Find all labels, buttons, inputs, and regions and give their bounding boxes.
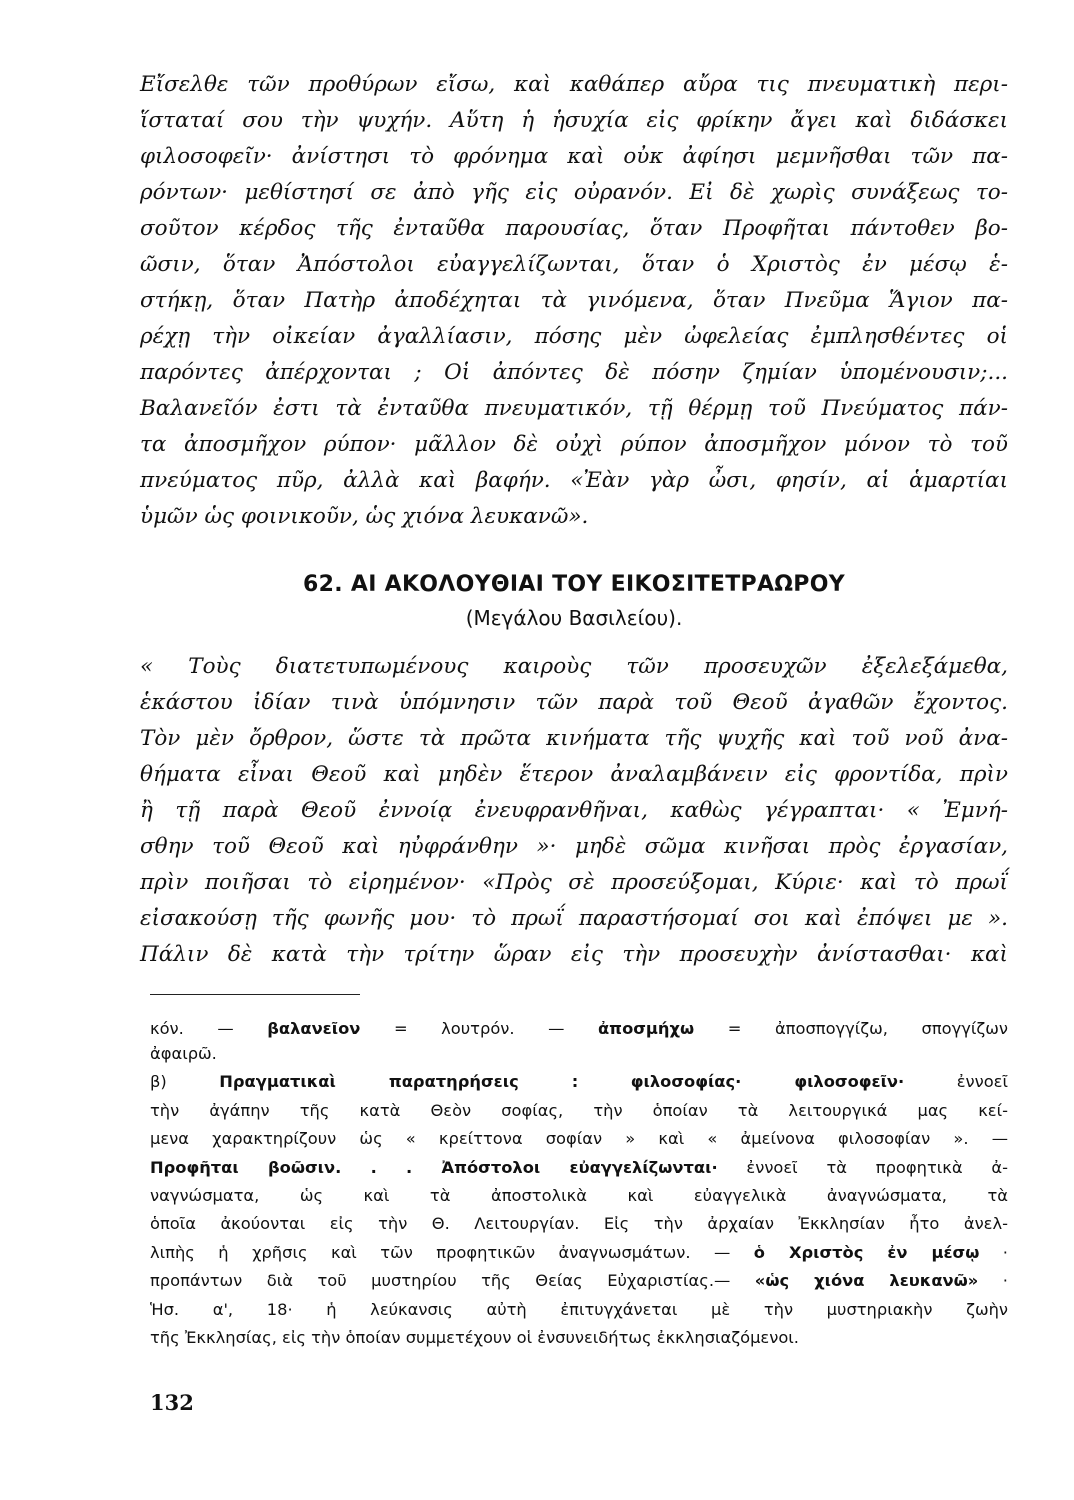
body-line: ἑκάστου ἰδίαν τινὰ ὑπόμνησιν τῶν παρὰ τοῦ Θεοῦ ἀγαθῶν ἔχοντος. bbox=[140, 690, 1008, 715]
footnote-line: τῆς Ἐκκλησίας, εἰς τὴν ὁποίαν συμμετέχουν οἱ ἐνσυνειδήτως ἐκκλησιαζόμενοι. bbox=[150, 1328, 799, 1347]
body-line: σοῦτον κέρδος τῆς ἐνταῦθα παρουσίας, ὅταν Προφῆται πάντοθεν βο- bbox=[140, 216, 1008, 241]
footnote-line bbox=[150, 1016, 1008, 1041]
body-line: ρέχῃ τὴν οἰκείαν ἀγαλλίασιν, πόσης μὲν ὠφελείας ἐμπλησθέντες οἱ bbox=[140, 324, 1008, 349]
body-line: τα ἀποσμῆχον ρύπον· μᾶλλον δὲ οὐχὶ ρύπον ἀποσμῆχον μόνον τὸ τοῦ bbox=[140, 432, 1008, 457]
body-line: θήματα εἶναι Θεοῦ καὶ μηδὲν ἕτερον ἀναλαμβάνειν εἰς φροντίδα, πρὶν bbox=[140, 762, 1008, 787]
footnote-line: μενα χαρακτηρίζουν ὡς « κρείττονα σοφίαν » καὶ « ἀμείνονα φιλοσοφίαν ». — bbox=[150, 1129, 1008, 1148]
body-line: παρόντες ἀπέρχονται ; Οἱ ἀπόντες δὲ πόσην ζημίαν ὑπομένουσιν;... bbox=[140, 360, 1008, 385]
footnote-text: ἐννοεῖ bbox=[904, 1072, 1008, 1091]
footnote-line bbox=[150, 1268, 1008, 1293]
footnote-term: Προφῆται βοῶσιν. . . Ἀπόστολοι εὐαγγελίζωνται· bbox=[150, 1158, 718, 1177]
footnote-line: Ἡσ. α', 18· ἡ λεύκανσις αὐτὴ ἐπιτυγχάνεται μὲ τὴν μυστηριακὴν ζωὴν bbox=[150, 1300, 1008, 1319]
footnote-line bbox=[150, 1240, 1008, 1265]
body-line: « Τοὺς διατετυπωμένους καιροὺς τῶν προσευχῶν ἐξελεξάμεθα, bbox=[140, 654, 1008, 679]
footnote-line: ὁποῖα ἀκούονται εἰς τὴν Θ. Λειτουργίαν. Εἰς τὴν ἀρχαίαν Ἐκκλησίαν ἦτο ἀνελ- bbox=[150, 1214, 1008, 1233]
footnote-term: ἀποσμήχω bbox=[598, 1019, 695, 1038]
body-line: εἰσακούσῃ τῆς φωνῆς μου· τὸ πρωΐ παραστήσομαί σοι καὶ ἐπόψει με ». bbox=[140, 906, 1008, 931]
body-line: στήκῃ, ὅταν Πατὴρ ἀποδέχηται τὰ γινόμενα, ὅταν Πνεῦμα Ἅγιον πα- bbox=[140, 288, 1008, 313]
footnote-text: = ἀποσπογγίζω, σπογγίζων bbox=[694, 1019, 1008, 1038]
footnote-line: ἀφαιρῶ. bbox=[150, 1044, 217, 1063]
footnote-text bbox=[578, 1072, 631, 1091]
footnote-text: · bbox=[979, 1243, 1008, 1262]
body-line: ρόντων· μεθίστησί σε ἀπὸ γῆς εἰς οὐρανόν. Εἰ δὲ χωρὶς συνάξεως το- bbox=[140, 180, 1008, 205]
footnote-line bbox=[150, 1155, 1008, 1180]
body-line: φιλοσοφεῖν· ἀνίστησι τὸ φρόνημα καὶ οὐκ ἀφίησι μεμνῆσθαι τῶν πα- bbox=[140, 144, 1008, 169]
body-line: ῶσιν, ὅταν Ἀπόστολοι εὐαγγελίζωνται, ὅταν ὁ Χριστὸς ἐν μέσῳ ἑ- bbox=[140, 252, 1008, 277]
footnote-term: βαλανεῖον bbox=[267, 1019, 361, 1038]
body-line: Τὸν μὲν ὄρθρον, ὥστε τὰ πρῶτα κινήματα τῆς ψυχῆς καὶ τοῦ νοῦ ἀνα- bbox=[140, 726, 1008, 751]
body-line: ὑμῶν ὡς φοινικοῦν, ὡς χιόνα λευκανῶ». bbox=[140, 504, 589, 529]
body-line: πρὶν ποιῆσαι τὸ εἰρημένον· «Πρὸς σὲ προσεύξομαι, Κύριε· καὶ τὸ πρωΐ bbox=[140, 870, 1008, 895]
footnote-heading: Πραγματικαὶ παρατηρήσεις : bbox=[219, 1072, 579, 1091]
footnote-text: ἐννοεῖ τὰ προφητικὰ ἀ- bbox=[717, 1158, 1008, 1177]
footnote-line bbox=[150, 1069, 1008, 1094]
body-line: πνεύματος πῦρ, ἀλλὰ καὶ βαφήν. «Ἐὰν γὰρ ὦσι, φησίν, αἱ ἁμαρτίαι bbox=[140, 468, 1008, 493]
footnote-term: ὁ Χριστὸς ἐν μέσῳ bbox=[753, 1243, 980, 1262]
section-title: 62. ΑΙ ΑΚΟΛΟΥΘΙΑΙ ΤΟΥ ΕΙΚΟΣΙΤΕΤΡΑΩΡΟΥ bbox=[303, 572, 845, 597]
body-line: Πάλιν δὲ κατὰ τὴν τρίτην ὥραν εἰς τὴν προσευχὴν ἀνίστασθαι· καὶ bbox=[140, 942, 1008, 967]
page-number: 132 bbox=[150, 1390, 194, 1415]
footnote-text: · bbox=[978, 1271, 1008, 1290]
footnote-text: προπάντων διὰ τοῦ μυστηρίου τῆς Θείας Εὐχαριστίας.— bbox=[150, 1271, 755, 1290]
body-line: ἵσταταί σου τὴν ψυχήν. Αὕτη ἡ ἡσυχία εἰς φρίκην ἄγει καὶ διδάσκει bbox=[140, 108, 1008, 133]
footnote-text: λιπὴς ἡ χρῆσις καὶ τῶν προφητικῶν ἀναγνωσμάτων. — bbox=[150, 1243, 754, 1262]
footnote-text: κόν. — bbox=[150, 1019, 268, 1038]
footnote-term: φιλοσοφίας· φιλοσοφεῖν· bbox=[630, 1072, 905, 1091]
body-line: Εἴσελθε τῶν προθύρων εἴσω, καὶ καθάπερ αὔρα τις πνευματικὴ περι- bbox=[140, 72, 1008, 97]
footnote-text: β) bbox=[150, 1072, 220, 1091]
footnote-line: ναγνώσματα, ὡς καὶ τὰ ἀποστολικὰ καὶ εὐαγγελικὰ ἀναγνώσματα, τὰ bbox=[150, 1186, 1008, 1205]
footnote-line: τὴν ἀγάπην τῆς κατὰ Θεὸν σοφίας, τὴν ὁποίαν τὰ λειτουργικά μας κεί- bbox=[150, 1101, 1008, 1120]
footnote-text: = λουτρόν. — bbox=[360, 1019, 598, 1038]
footnote-divider bbox=[150, 994, 360, 995]
footnote-term: «ὡς χιόνα λευκανῶ» bbox=[754, 1271, 979, 1290]
body-line: Βαλανεῖόν ἐστι τὰ ἐνταῦθα πνευματικόν, τῇ θέρμῃ τοῦ Πνεύματος πάν- bbox=[140, 396, 1008, 421]
body-line: ἢ τῇ παρὰ Θεοῦ ἐννοίᾳ ἐνευφρανθῆναι, καθὼς γέγραπται· « Ἐμνή- bbox=[140, 798, 1008, 823]
section-subtitle: (Μεγάλου Βασιλείου). bbox=[465, 606, 683, 630]
body-line: σθην τοῦ Θεοῦ καὶ ηὐφράνθην »· μηδὲ σῶμα κινῆσαι πρὸς ἐργασίαν, bbox=[140, 834, 1008, 859]
